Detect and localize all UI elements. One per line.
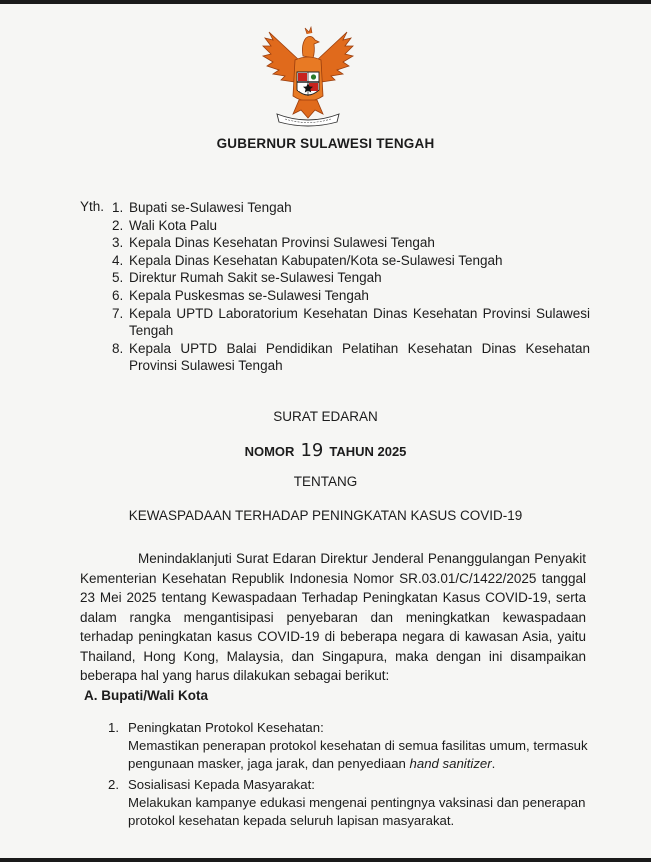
item-body (128, 737, 588, 773)
list-item-text: Kepala Dinas Kesehatan Kabupaten/Kota se-Sulawesi Tengah (129, 252, 503, 268)
tentang-label: TENTANG (293, 474, 358, 489)
list-item-text: Direktur Rumah Sakit se-Sulawesi Tengah (129, 270, 382, 286)
item-title: Sosialisasi Kepada Masyarakat: (128, 777, 315, 792)
recipient-items (112, 199, 590, 375)
recipient-prefix: Yth. (80, 199, 105, 214)
list-number: 1. (108, 720, 119, 735)
list-item-text: Kepala Puskesmas se-Sulawesi Tengah (129, 287, 369, 303)
nomor-label: NOMOR (244, 444, 295, 459)
list-item (108, 719, 588, 773)
item-body-text: Melakukan kampanye edukasi mengenai pentingnya vaksinasi dan penerapan protokol kesehatan kepada seluruh lapisan masyarakat. (128, 795, 586, 828)
list-number: 3. (112, 235, 124, 251)
list-number: 2. (112, 217, 124, 233)
list-number: 4. (112, 252, 124, 268)
list-item-text: Kepala UPTD Laboratorium Kesehatan Dinas Kesehatan Provinsi Sulawesi Tengah (129, 305, 590, 339)
page-title: GUBERNUR SULAWESI TENGAH (216, 136, 435, 151)
list-item (112, 234, 590, 252)
section-heading: A. Bupati/Wali Kota (84, 688, 208, 703)
list-number: 2. (108, 777, 119, 792)
letter-number-line (0, 440, 651, 461)
list-item-text: Kepala UPTD Balai Pendidikan Pelatihan Kesehatan Dinas Kesehatan Provinsi Sulawesi Tengah (129, 340, 590, 374)
list-number: 5. (112, 270, 124, 286)
list-number: 1. (112, 200, 124, 215)
letter-type: SURAT EDARAN (273, 409, 378, 424)
list-number: 7. (112, 305, 124, 321)
list-item (112, 340, 590, 375)
list-number: 6. (112, 287, 124, 303)
list-item-text: Kepala Dinas Kesehatan Provinsi Sulawesi Tengah (129, 235, 435, 251)
list-item (112, 287, 590, 305)
tahun-label: TAHUN 2025 (329, 444, 407, 459)
letter-subject: KEWASPADAAN TERHADAP PENINGKATAN KASUS COVID-19 (128, 508, 523, 523)
list-item (112, 269, 590, 287)
nomor-value: 19 (300, 440, 324, 461)
item-title: Peningkatan Protokol Kesehatan: (128, 720, 324, 735)
list-item (112, 252, 590, 270)
list-item-text: Wali Kota Palu (129, 217, 218, 233)
garuda-pancasila-emblem-icon (259, 26, 357, 130)
item-body-text: Memastikan penerapan protokol kesehatan di semua fasilitas umum, termasuk pengunaan masker, jaga jarak, dan penyediaan (128, 738, 588, 771)
list-item (112, 217, 590, 235)
list-item (112, 199, 590, 217)
document-page (0, 4, 651, 858)
body-paragraph: Menindaklanjuti Surat Edaran Direktur Jenderal Penanggulangan Penyakit Kementerian Kesehatan Republik Indonesia Nomor SR.03.01/C/1422/2025 tanggal 23 Mei 2025 tentang Kewaspadaan Terhadap Peningkatan Kasus COVID-19, serta dalam rangka mengantisipasi penyebaran dan meningkatkan kewaspadaan terhadap peningkatan kasus COVID-19 di beberapa negara di kawasan Asia, yaitu Thailand, Hong Kong, Malaysia, dan Singapura, maka dengan ini disampaikan beberapa hal yang harus dilakukan sebagai berikut: (80, 551, 586, 683)
list-number: 8. (112, 340, 124, 356)
list-item (108, 776, 588, 830)
list-item (112, 305, 590, 340)
item-body-italic: hand sanitizer (409, 756, 492, 771)
section-items (108, 719, 588, 830)
list-item-text: Bupati se-Sulawesi Tengah (129, 200, 292, 215)
item-body-end: . (491, 756, 496, 771)
